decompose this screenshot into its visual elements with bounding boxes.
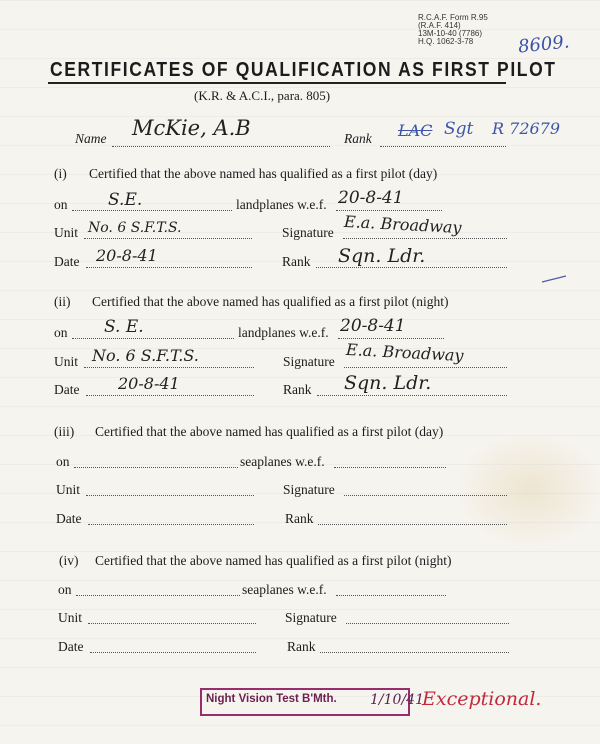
section-ii-statement: Certified that the above named has qualified as a first pilot (night) (92, 294, 449, 309)
form-ref-line-2: (R.A.F. 414) (418, 21, 461, 30)
title-underline (48, 82, 506, 84)
section-i-statement: Certified that the above named has qualified as a first pilot (day) (89, 166, 438, 181)
rank-struck-value: LAC (398, 121, 433, 140)
section-i-number: (i) (54, 166, 67, 181)
section-iii-statement: Certified that the above named has qualified as a first pilot (day) (95, 424, 444, 439)
section-ii-on-label: on (54, 325, 68, 340)
section-i-unit-line (84, 238, 252, 239)
section-i-rank-value: Sqn. Ldr. (338, 245, 426, 267)
section-ii-signature-label: Signature (283, 354, 335, 369)
section-iii-type-label: seaplanes w.e.f. (240, 454, 325, 469)
section-i-unit-label: Unit (54, 225, 79, 240)
section-i-date-value: 20-8-41 (96, 246, 158, 265)
form-ref-line-3: 13M-10-40 (7786) (418, 29, 483, 38)
section-iii-unit-label: Unit (56, 482, 81, 497)
rank-line (380, 146, 506, 147)
section-i-signature-line (343, 238, 507, 239)
section-ii-date-line (86, 395, 254, 396)
section-i-date-label: Date (54, 254, 80, 269)
section-i-rank-label: Rank (282, 254, 311, 269)
section-ii-wef-value: 20-8-41 (340, 316, 406, 336)
document-title: CERTIFICATES OF QUALIFICATION AS FIRST PILOT (50, 57, 557, 81)
section-ii-wef-line (338, 338, 444, 339)
section-iii-rank-line (318, 524, 507, 525)
section-iv-number: (iv) (59, 553, 79, 568)
section-iii-rank-label: Rank (285, 511, 314, 526)
name-line (112, 146, 330, 147)
section-i-signature-label: Signature (282, 225, 334, 240)
night-vision-result: Exceptional. (422, 688, 542, 710)
section-iii-on-line (74, 467, 238, 468)
night-vision-stamp-date: 1/10/41 (370, 692, 424, 708)
section-iv-unit-line (88, 623, 256, 624)
section-ii-date-label: Date (54, 382, 80, 397)
section-iv-signature-label: Signature (285, 610, 337, 625)
document-subtitle: (K.R. & A.C.I., para. 805) (194, 88, 331, 103)
section-ii-rank-label: Rank (283, 382, 312, 397)
section-iv-on-line (76, 595, 240, 596)
name-label: Name (75, 131, 107, 146)
section-iv-date-line (90, 652, 256, 653)
section-iv-rank-line (320, 652, 509, 653)
section-i-on-value: S.E. (108, 190, 143, 210)
section-ii-date-value: 20-8-41 (118, 374, 180, 393)
form-ref-line-1: R.C.A.F. Form R.95 (418, 13, 488, 22)
rank-label: Rank (344, 131, 372, 146)
section-i-wef-line (336, 210, 442, 211)
section-i-rank-line (316, 267, 507, 268)
section-i-type-label: landplanes w.e.f. (236, 197, 327, 212)
file-number: 8609. (517, 31, 571, 58)
night-vision-stamp-label: Night Vision Test B'Mth. (206, 693, 337, 705)
section-ii-unit-value: No. 6 S.F.T.S. (92, 346, 199, 365)
section-iii-date-line (88, 524, 254, 525)
section-iv-unit-label: Unit (58, 610, 83, 625)
form-reference (418, 14, 488, 46)
section-ii-on-line (72, 338, 234, 339)
section-i-on-line (72, 210, 232, 211)
section-ii-type-label: landplanes w.e.f. (238, 325, 329, 340)
section-iv-type-label: seaplanes w.e.f. (242, 582, 327, 597)
section-ii-rank-line (317, 395, 507, 396)
section-ii-signature-line (344, 367, 507, 368)
section-iv-date-label: Date (58, 639, 84, 654)
service-number: R 72679 (492, 119, 561, 138)
name-value: McKie, A.B (132, 116, 251, 140)
section-iii-wef-line (334, 467, 446, 468)
section-iii-signature-label: Signature (283, 482, 335, 497)
section-i-wef-value: 20-8-41 (338, 188, 404, 208)
section-i-date-line (86, 267, 252, 268)
section-iv-rank-label: Rank (287, 639, 316, 654)
rank-value: Sgt (444, 119, 474, 139)
section-iv-on-label: on (58, 582, 72, 597)
section-i-on-label: on (54, 197, 68, 212)
section-iii-number: (iii) (54, 424, 75, 439)
section-ii-signature-value: E.a. Broadway (345, 339, 464, 366)
section-i-unit-value: No. 6 S.F.T.S. (88, 220, 182, 236)
section-ii-on-value: S. E. (104, 317, 144, 337)
paper-stain (455, 430, 600, 550)
section-iv-wef-line (336, 595, 446, 596)
section-iii-date-label: Date (56, 511, 82, 526)
section-ii-unit-line (84, 367, 254, 368)
section-iii-signature-line (344, 495, 507, 496)
section-ii-number: (ii) (54, 294, 71, 309)
section-iii-on-label: on (56, 454, 70, 469)
pencil-mark-1 (540, 274, 570, 284)
section-i-signature-value: E.a. Broadway (343, 211, 462, 238)
section-iv-statement: Certified that the above named has qualified as a first pilot (night) (95, 553, 452, 568)
section-ii-unit-label: Unit (54, 354, 79, 369)
section-iv-signature-line (346, 623, 509, 624)
form-ref-line-4: H.Q. 1062-3-78 (418, 37, 474, 46)
section-ii-rank-value: Sqn. Ldr. (344, 372, 432, 394)
section-iii-unit-line (86, 495, 254, 496)
